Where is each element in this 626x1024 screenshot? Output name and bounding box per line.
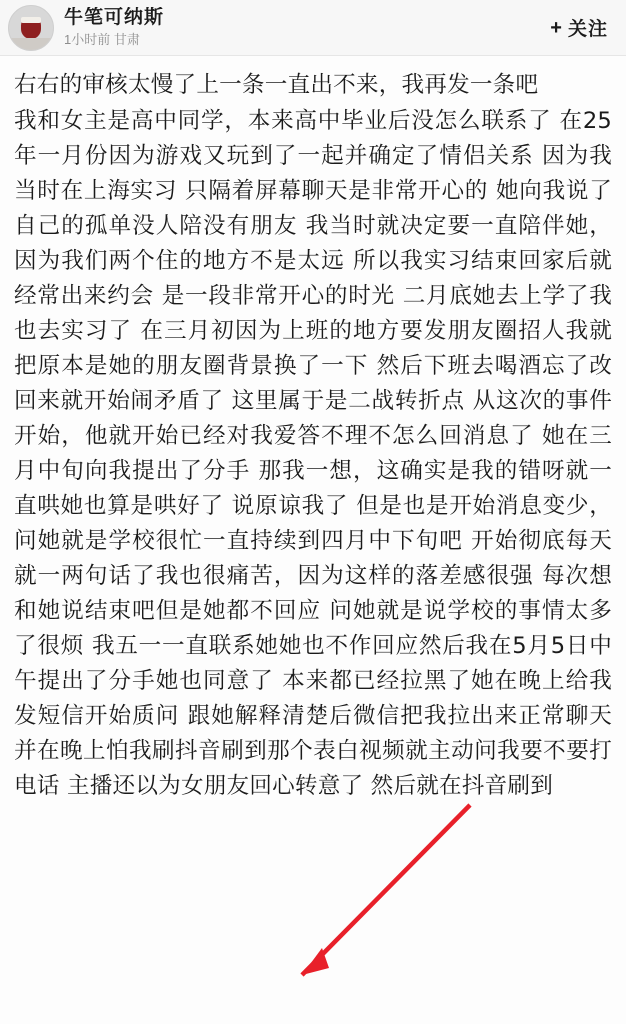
- avatar-teeth-shape: [21, 17, 41, 23]
- post-paragraph-2: 我和女主是高中同学，本来高中毕业后没怎么联系了 在25年一月份因为游戏又玩到了一起并确定了情侣关系 因为我当时在上海实习 只隔着屏幕聊天是非常开心的 她向我说了自己的孤单没人陪没有朋友 我当时就决定要一直陪伴她，因为我们两个住的地方不是太远 所以我实习结束回家后就经常出来约会 是一段非常开心的时光 二月底她去上学了我也去实习了 在三月初因为上班的地方要发朋友圈招人我就把原本是她的朋友圈背景换了一下 然后下班去喝酒忘了改回来就开始闹矛盾了 这里属于是二战转折点 从这次的事件开始，他就开始已经对我爱答不理不怎么回消息了 她在三月中旬向我提出了分手 那我一想，这确实是我的错呀就一直哄她也算是哄好了 说原谅我了 但是也是开始消息变少，问她就是学校很忙一直持续到四月中下旬吧 开始彻底每天就一两句话了我也很痛苦，因为这样的落差感很强 每次想和她说结束吧但是她都不回应 问她就是说学校的事情太多了很烦 我五一一直联系她她也不作回应然后我在5月5日中午提出了分手她也同意了 本来都已经拉黑了她在晚上给我发短信开始质问 跟她解释清楚后微信把我拉出来正常聊天 并在晚上怕我刷抖音刷到那个表白视频就主动问我要不要打电话 主播还以为女朋友回心转意了 然后就在抖音刷到: [14, 108, 612, 799]
- follow-button-label: 关注: [567, 19, 608, 40]
- username: 牛笔可纳斯: [64, 6, 165, 28]
- avatar-chin-shape: [9, 38, 53, 49]
- post-meta: 1小时前 甘肃: [64, 31, 140, 47]
- arrow-shaft: [302, 805, 470, 975]
- follow-button[interactable]: [542, 10, 616, 45]
- avatar[interactable]: [8, 5, 54, 51]
- plus-icon: +: [550, 16, 563, 39]
- post-header: [0, 0, 626, 56]
- post-body: [0, 56, 626, 804]
- post-paragraph-1: 右右的审核太慢了上一条一直出不来，我再发一条吧: [14, 72, 539, 98]
- arrow-head: [302, 948, 329, 975]
- user-info-block[interactable]: [64, 7, 542, 49]
